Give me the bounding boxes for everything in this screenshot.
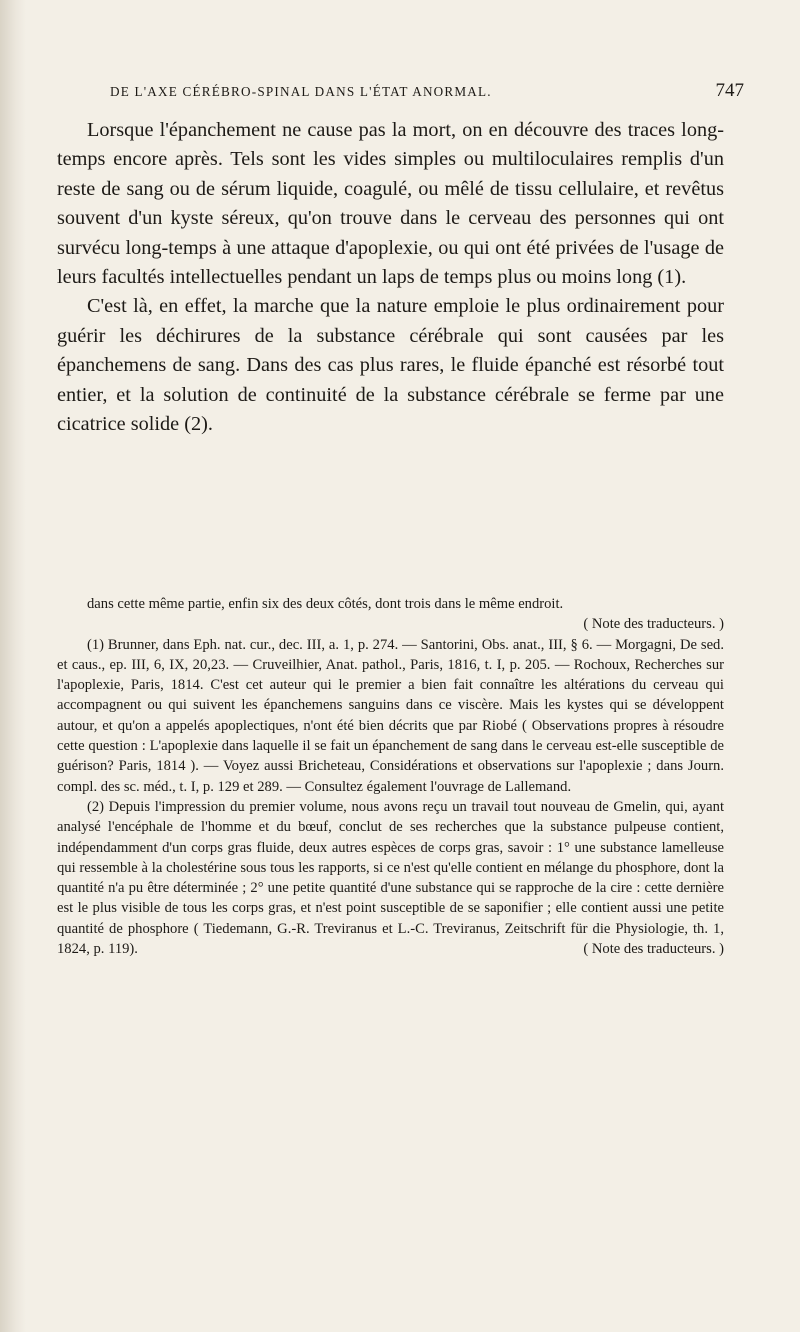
footnote-2-text: (2) Depuis l'impression du premier volume, nous avons reçu un travail tout nouveau de Gmelin, qui, ayant analysé l'encéphale de l'homme et du bœuf, conclut de ses recherches que la substance pulpeuse contient, indépendamment d'un corps gras fluide, deux autres espèces de corps gras, savoir : 1° une substance lamelleuse qui ressemble à la cholestérine sous tous les rapports, si ce n'est qu'elle contient en mélange du phosphore, dont la quantité n'a pu être déterminée ; 2° une petite quantité d'une substance qui se rapproche de la cire : cette dernière est le plus visible de tous les corps gras, et n'est point susceptible de se saponifier ; elle contient aussi une petite quantité de phosphore ( Tiedemann, G.-R. Treviranus et L.-C. Treviranus, Zeitschrift für die Physiologie, th. 1, 1824, p. 119). — [57, 798, 724, 958]
footnote-continued-text: dans cette même partie, enfin six des deux côtés, dont trois dans le même endroit. — [87, 596, 564, 612]
page-number: 747 — [715, 80, 744, 101]
footnote-2 — [57, 797, 724, 959]
page-header — [110, 80, 744, 106]
main-text — [57, 116, 724, 439]
paragraph: C'est là, en effet, la marche que la nature emploie le plus ordinairement pour guérir les déchirures de la substance cérébrale qui sont causées par les épanchemens de sang. Dans des cas plus rares, le fluide épanché est résorbé tout entier, et la solution de continuité de la substance cérébrale se ferme par une cicatrice solide (2). — [57, 295, 724, 436]
paragraph: Lorsque l'épanchement ne cause pas la mort, on en découvre des traces long-temps encore après. Tels sont les vides simples ou multiloculaires remplis d'un reste de sang ou de sérum liquide, coagulé, ou mêlé de tissu cellulaire, et revêtus souvent d'un kyste séreux, qu'on trouve dans le cerveau des personnes qui ont survécu long-temps à une attaque d'apoplexie, ou qui ont été privées de l'usage de leurs facultés intellectuelles pendant un laps de temps plus ou moins long (1). — [57, 119, 724, 289]
footnote-signature: ( Note des traducteurs. ) — [583, 941, 724, 958]
footnote-signature: ( Note des traducteurs. ) — [583, 616, 724, 633]
running-title: DE L'AXE CÉRÉBRO-SPINAL DANS L'ÉTAT ANORMAL. — [110, 84, 492, 99]
page-binding-shadow — [0, 0, 26, 1332]
footnote-1: (1) Brunner, dans Eph. nat. cur., dec. III, a. 1, p. 274. — Santorini, Obs. anat., III, § 6. — Morgagni, De sed. et caus., ep. III, 6, IX, 20,23. — Cruveilhier, Anat. pathol., Paris, 1816, t. I, p. 205. — Rochoux, Recherches sur l'apoplexie, Paris, 1814. C'est cet auteur qui le premier a bien fait connaître les altérations du cerveau qui accompagnent ou qui suivent les épanchemens sanguins dans ce viscère. Mais les kystes qui se développent autour, et qu'on a appelés apoplectiques, n'ont été bien décrits que par Riobé ( Observations propres à résoudre cette question : L'apoplexie dans laquelle il se fait un épanchement de sang dans le cerveau est-elle susceptible de guérison? Paris, 1814 ). — Voyez aussi Bricheteau, Considérations et observations sur l'apoplexie ; dans Journ. compl. des sc. méd., t. I, p. 129 et 289. — Consultez également l'ouvrage de Lallemand. — [57, 636, 724, 795]
footnotes — [57, 594, 724, 959]
footnote-continued — [57, 594, 724, 633]
